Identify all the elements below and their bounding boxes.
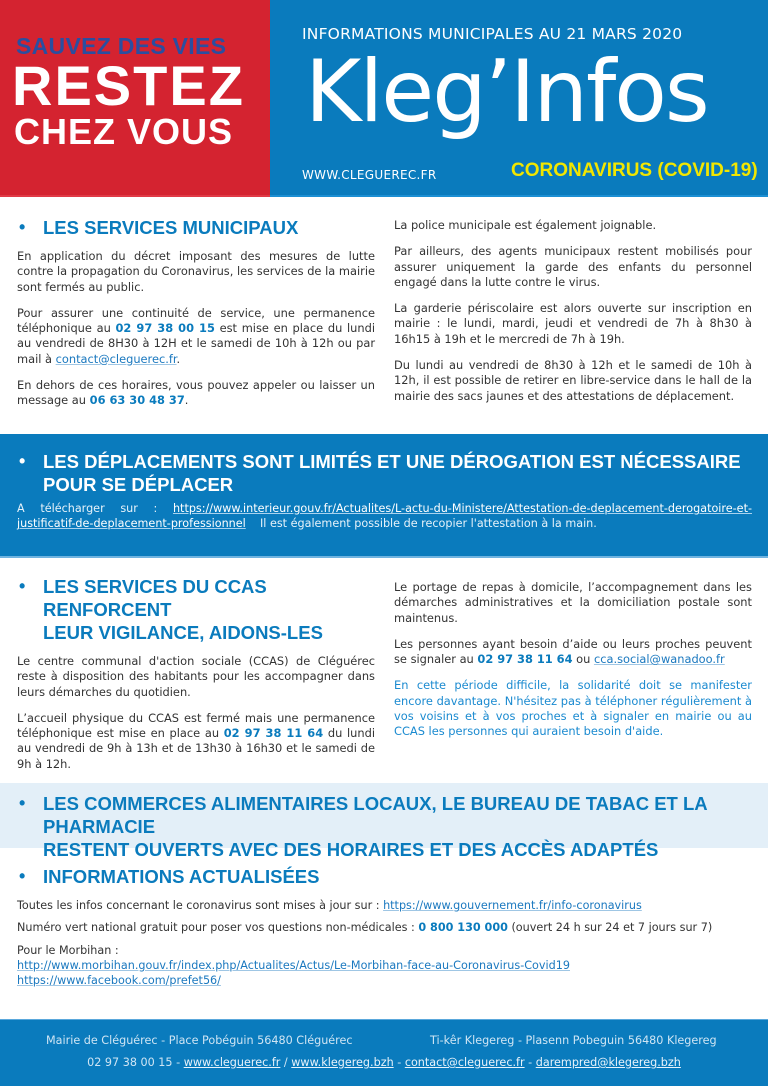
- paragraph: En application du décret imposant des mesures de lutte contre la propagation du Coronavirus, les services de la mairie sont fermés au public.: [17, 249, 375, 294]
- email-br-link[interactable]: darempred@klegereg.bzh: [535, 1056, 681, 1069]
- brand-title: Kleg’Infos: [305, 42, 708, 142]
- text: A télécharger sur :: [17, 502, 173, 515]
- section-title-ccas: [17, 575, 375, 644]
- phone-number[interactable]: 02 97 38 11 64: [223, 726, 324, 741]
- section-ccas-right: [394, 580, 752, 751]
- section-title-text: LES SERVICES MUNICIPAUX: [43, 217, 299, 238]
- paragraph: La police municipale est également joignable.: [394, 218, 657, 232]
- paragraph: La garderie périscolaire est alors ouverte sur inscription en mairie : le lundi, mardi, jeudi et vendredi de 7h à 8h30 à 16h15 à 19h et le mercredi de 7h à 19h.: [394, 301, 752, 346]
- text: est mise en place du lundi au vendredi de 8H30 à 12H et le samedi de 10h à 12h ou par mail à: [17, 321, 375, 366]
- paragraph: Du lundi au vendredi de 8h30 à 12h et le samedi de 10h à 12h, il est possible de retirer en libre-service dans le hall de la mairie des sacs jaunes et des attestations de déplacement.: [394, 358, 752, 403]
- morbihan-link[interactable]: http://www.morbihan.gouv.fr/index.php/Actualites/Actus/Le-Morbihan-face-au-Coronavirus-Covid19: [17, 958, 570, 972]
- paragraph: [17, 501, 752, 532]
- address-breton: Ti-kêr Klegereg - Plasenn Pobeguin 56480 Klegereg: [430, 1034, 717, 1047]
- bullet-icon: •: [19, 576, 26, 596]
- paragraph: [17, 711, 375, 772]
- section-divider: [0, 556, 768, 558]
- footer-contacts: [0, 1056, 768, 1069]
- section-title-text: POUR SE DÉPLACER: [43, 474, 234, 495]
- text: Numéro vert national gratuit pour poser vos questions non-médicales :: [17, 921, 419, 935]
- website-link[interactable]: WWW.CLEGUEREC.FR: [302, 168, 437, 182]
- bullet-icon: •: [19, 866, 26, 886]
- slogan-line-3: CHEZ VOUS: [14, 111, 234, 152]
- header-divider-red: [0, 195, 270, 197]
- separator: -: [172, 1056, 184, 1069]
- paragraph: [17, 378, 375, 409]
- facebook-link[interactable]: https://www.facebook.com/prefet56/: [17, 974, 221, 988]
- text: Pour assurer une continuité de service, une permanence téléphonique au: [17, 305, 375, 336]
- section-title-text: LEUR VIGILANCE, AIDONS-LES: [43, 622, 323, 643]
- page-header: [0, 0, 768, 197]
- bullet-icon: •: [19, 451, 26, 471]
- section-title-infos: [17, 865, 757, 888]
- paragraph: [394, 637, 752, 668]
- paragraph: Par ailleurs, des agents municipaux restent mobilisés pour assurer uniquement la garde des enfants du personnel engagé dans la lutte contre le virus.: [394, 244, 752, 289]
- paragraph: Le centre communal d'action sociale (CCAS) de Cléguérec reste à disposition des habitants pour les accompagner dans leurs démarches du quotidien.: [17, 654, 375, 699]
- section-title-text: LES DÉPLACEMENTS SONT LIMITÉS ET UNE DÉROGATION EST NÉCESSAIRE: [43, 451, 741, 472]
- slogan-panel: [0, 0, 270, 197]
- paragraph: [17, 943, 757, 989]
- text: Toutes les infos concernant le coronavirus sont mises à jour sur :: [17, 899, 384, 912]
- gouvernement-link[interactable]: https://www.gouvernement.fr/info-coronavirus: [383, 899, 642, 912]
- slogan-line-1: SAUVEZ DES VIES: [16, 33, 227, 59]
- paragraph: [17, 306, 375, 367]
- section-title-text: INFORMATIONS ACTUALISÉES: [43, 866, 320, 887]
- page-footer: [0, 1020, 768, 1086]
- paragraph: [17, 920, 757, 935]
- section-title-text: LES SERVICES DU CCAS RENFORCENT: [43, 576, 267, 620]
- text: .: [184, 393, 189, 408]
- phone-number[interactable]: 02 97 38 00 15: [115, 321, 215, 336]
- text: Il est également possible de recopier l'attestation à la main.: [259, 517, 597, 531]
- phone-number[interactable]: 06 63 30 48 37: [89, 393, 185, 408]
- section-title-deplacements: [17, 450, 743, 496]
- site-fr-link[interactable]: www.cleguerec.fr: [183, 1056, 281, 1069]
- section-title-commerces: [17, 792, 768, 861]
- issue-date: INFORMATIONS MUNICIPALES AU 21 MARS 2020: [302, 25, 683, 43]
- separator: /: [280, 1056, 292, 1069]
- section-ccas-left: [17, 575, 375, 783]
- text: ou: [572, 652, 594, 667]
- section-title-municipal: [17, 216, 375, 239]
- text: L’accueil physique du CCAS est fermé mais une permanence téléphonique est mise en place au: [17, 710, 375, 741]
- text: En dehors de ces horaires, vous pouvez appeler ou laisser un message au: [17, 378, 375, 408]
- header-divider-blue: [270, 195, 768, 197]
- section-deplacements: [0, 434, 768, 556]
- paragraph: [17, 898, 757, 913]
- footer-phone[interactable]: 02 97 38 00 15: [87, 1056, 173, 1069]
- section-title-text: RESTENT OUVERTS AVEC DES HORAIRES ET DES ACCÈS ADAPTÉS: [43, 839, 659, 860]
- text: du lundi au vendredi de 9h à 13h et de 13h30 à 16h30 et le samedi de 9h à 12h.: [17, 726, 375, 771]
- separator: -: [524, 1056, 536, 1069]
- topic-tag: CORONAVIRUS (COVID-19): [511, 160, 758, 181]
- section-commerces: [0, 783, 768, 860]
- section-infos: [17, 865, 757, 995]
- phone-number[interactable]: 02 97 38 11 64: [477, 652, 573, 667]
- email-link[interactable]: contact@cleguerec.fr: [55, 351, 177, 366]
- slogan-line-2: RESTEZ: [12, 54, 245, 117]
- section-municipal-left: [17, 216, 375, 420]
- address-french: Mairie de Cléguérec - Place Pobéguin 56480 Cléguérec: [46, 1034, 353, 1047]
- bullet-icon: •: [19, 217, 26, 237]
- separator: -: [393, 1056, 405, 1069]
- bullet-icon: •: [19, 793, 26, 813]
- section-title-text: LES COMMERCES ALIMENTAIRES LOCAUX, LE BUREAU DE TABAC ET LA PHARMACIE: [43, 793, 707, 837]
- section-municipal-right: [394, 218, 752, 415]
- email-link[interactable]: cca.social@wanadoo.fr: [593, 652, 725, 667]
- phone-number[interactable]: 0 800 130 000: [418, 921, 508, 935]
- email-fr-link[interactable]: contact@cleguerec.fr: [404, 1056, 525, 1069]
- attestation-link[interactable]: https://www.interieur.gouv.fr/Actualites/L-actu-du-Ministere/Attestation-de-deplacement-derogatoire-et-justificatif-de-deplacement-professionnel: [17, 502, 752, 531]
- paragraph: Le portage de repas à domicile, l’accompagnement dans les démarches administratives et la domiciliation postale sont maintenus.: [394, 580, 752, 625]
- site-br-link[interactable]: www.klegereg.bzh: [291, 1056, 394, 1069]
- text: (ouvert 24 h sur 24 et 7 jours sur 7): [507, 921, 713, 935]
- text: .: [176, 351, 181, 366]
- solidarity-paragraph: En cette période difficile, la solidarité doit se manifester encore davantage. N'hésitez pas à téléphoner régulièrement à vos voisins et à vos proches et à signaler en mairie ou au CCAS les personnes qui auraient besoin d'aide.: [394, 678, 752, 739]
- text: Les personnes ayant besoin d’aide ou leurs proches peuvent se signaler au: [394, 636, 752, 667]
- text: Pour le Morbihan :: [17, 943, 119, 957]
